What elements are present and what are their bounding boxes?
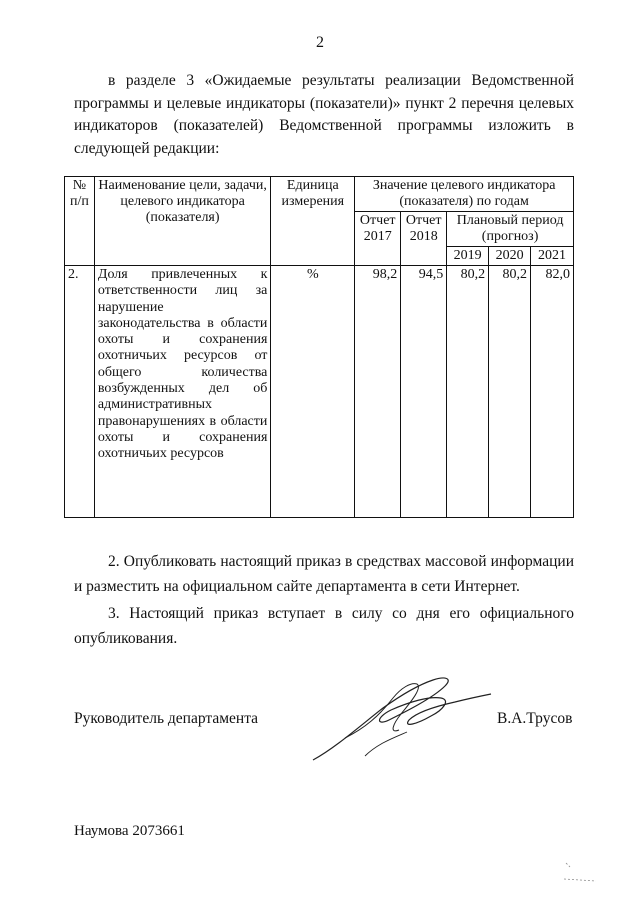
header-name: Наименование цели, задачи, целевого индикатора (показателя): [94, 177, 270, 266]
handwritten-signature: [305, 668, 495, 768]
header-value-group: Значение целевого индикатора (показателя) по годам: [355, 177, 574, 212]
row-value-2021: 82,0: [531, 266, 574, 518]
row-value-2020: 80,2: [489, 266, 531, 518]
header-num: № п/п: [65, 177, 95, 266]
paragraph-3: 3. Настоящий приказ вступает в силу со дня его официального опубликования.: [74, 605, 574, 647]
row-name: Доля привлеченных к ответственности лиц за нарушение законодательства в области охоты и сохранения охотничьих ресурсов от общего количества возбужденных дел об административных правонарушениях в области охоты и сохранения охотничьих ресурсов: [94, 266, 270, 518]
header-year-2021: 2021: [531, 247, 574, 266]
table-row: [65, 266, 574, 518]
row-num: 2.: [65, 266, 95, 518]
row-value-2019: 80,2: [447, 266, 489, 518]
scan-mark-icon: [560, 855, 600, 885]
header-plan-group: Плановый период (прогноз): [447, 212, 574, 247]
page-number: 2: [316, 34, 324, 51]
paragraph-2: 2. Опубликовать настоящий приказ в средствах массовой информации и разместить на официальном сайте департамента в сети Интернет.: [74, 553, 574, 595]
signature-name: В.А.Трусов: [497, 710, 573, 727]
signature-role: Руководитель департамента: [74, 710, 259, 727]
header-year-2019: 2019: [447, 247, 489, 266]
row-value-2018: 94,5: [401, 266, 447, 518]
header-unit: Единица измерения: [271, 177, 355, 266]
executor-contact: Наумова 2073661: [74, 823, 185, 839]
header-report-2017: Отчет 2017: [355, 212, 401, 266]
indicators-table: [64, 176, 574, 518]
header-report-2018: Отчет 2018: [401, 212, 447, 266]
row-value-2017: 98,2: [355, 266, 401, 518]
header-year-2020: 2020: [489, 247, 531, 266]
intro-paragraph: в разделе 3 «Ожидаемые результаты реализации Ведомственной программы и целевые индикаторы (показатели)» пункт 2 перечня целевых индикаторов (показателей) Ведомственной программы изложить в следующей редакции:: [74, 72, 574, 157]
row-unit: %: [271, 266, 355, 518]
